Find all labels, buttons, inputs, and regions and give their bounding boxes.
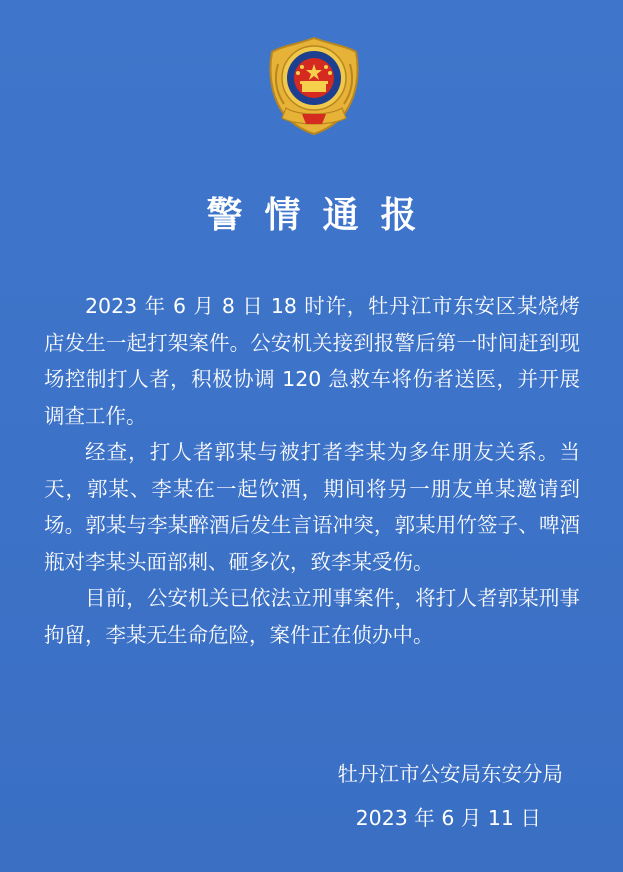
- police-emblem-icon: [262, 34, 366, 138]
- page-title: 警情通报: [206, 195, 439, 236]
- notice-body: [44, 288, 580, 653]
- paragraph-3: 目前，公安机关已依法立刑事案件，将打人者郭某刑事拘留，李某无生命危险，案件正在侦办中。: [44, 586, 580, 647]
- paragraph-1: 2023 年 6 月 8 日 18 时许，牡丹江市东安区某烧烤店发生一起打架案件。公安机关接到报警后第一时间赶到现场控制打人者，积极协调 120 急救车将伤者送医，并开展调查工作。: [44, 294, 580, 428]
- signature-organization: 牡丹江市公安局东安分局: [337, 762, 563, 786]
- paragraph-2: 经查，打人者郭某与被打者李某为多年朋友关系。当天，郭某、李某在一起饮酒，期间将另一朋友单某邀请到场。郭某与李某醉酒后发生言语冲突，郭某用竹签子、啤酒瓶对李某头面部刺、砸多次，致李某受伤。: [44, 440, 580, 574]
- signature-date: 2023 年 6 月 11 日: [355, 806, 541, 830]
